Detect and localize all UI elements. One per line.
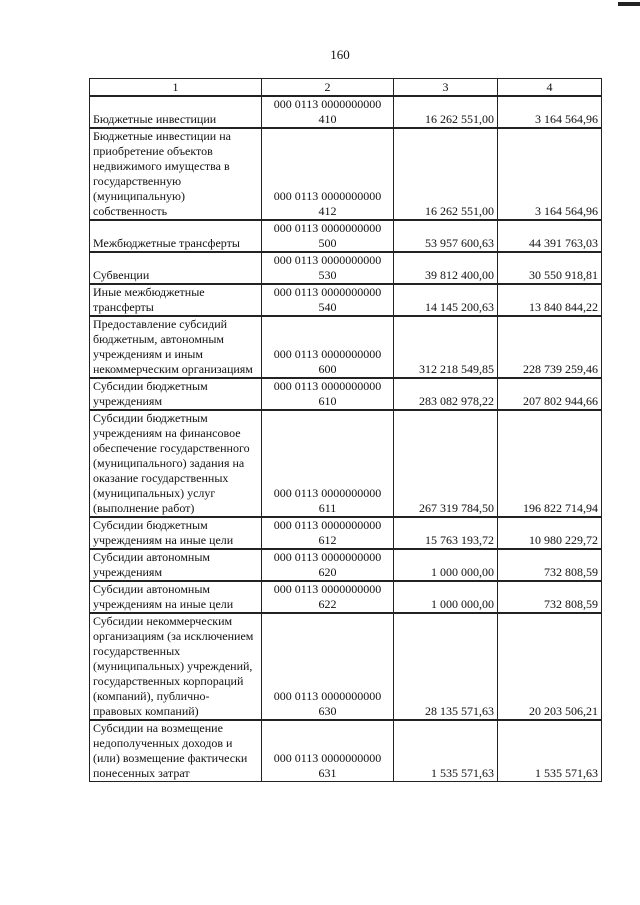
row-col4: 3 164 564,96 <box>498 96 602 128</box>
row-col4: 1 535 571,63 <box>498 720 602 782</box>
column-header-3: 3 <box>394 79 498 97</box>
column-header-2: 2 <box>262 79 394 97</box>
header-row <box>90 79 602 97</box>
row-col4: 732 808,59 <box>498 549 602 581</box>
row-col3: 1 000 000,00 <box>394 581 498 613</box>
row-code: 000 0113 0000000000 600 <box>262 316 394 378</box>
table-row <box>90 284 602 316</box>
table-row <box>90 96 602 128</box>
budget-table <box>89 78 602 782</box>
row-col3: 15 763 193,72 <box>394 517 498 549</box>
row-col3: 28 135 571,63 <box>394 613 498 720</box>
row-name: Субсидии некоммерческим организациям (за исключением государственных (муниципальных) учреждений, государственных корпораций (компаний), публично-правовых компаний) <box>90 613 262 720</box>
page-number: 160 <box>330 47 350 62</box>
row-code: 000 0113 0000000000 611 <box>262 410 394 517</box>
row-col4: 207 802 944,66 <box>498 378 602 410</box>
row-col3: 53 957 600,63 <box>394 220 498 252</box>
column-header-4: 4 <box>498 79 602 97</box>
row-code: 000 0113 0000000000 631 <box>262 720 394 782</box>
row-col4: 732 808,59 <box>498 581 602 613</box>
row-code: 000 0113 0000000000 622 <box>262 581 394 613</box>
row-col4: 13 840 844,22 <box>498 284 602 316</box>
table-row <box>90 378 602 410</box>
row-code: 000 0113 0000000000 500 <box>262 220 394 252</box>
row-col3: 267 319 784,50 <box>394 410 498 517</box>
row-col3: 1 000 000,00 <box>394 549 498 581</box>
row-code: 000 0113 0000000000 610 <box>262 378 394 410</box>
table-row <box>90 316 602 378</box>
row-col4: 196 822 714,94 <box>498 410 602 517</box>
row-col3: 1 535 571,63 <box>394 720 498 782</box>
row-col4: 228 739 259,46 <box>498 316 602 378</box>
column-header-1: 1 <box>90 79 262 97</box>
row-code: 000 0113 0000000000 630 <box>262 613 394 720</box>
row-name: Субсидии автономным учреждениям на иные цели <box>90 581 262 613</box>
row-name: Бюджетные инвестиции <box>90 96 262 128</box>
table-row <box>90 220 602 252</box>
row-code: 000 0113 0000000000 540 <box>262 284 394 316</box>
row-code: 000 0113 0000000000 530 <box>262 252 394 284</box>
table-row <box>90 252 602 284</box>
row-name: Субсидии бюджетным учреждениям <box>90 378 262 410</box>
row-code: 000 0113 0000000000 620 <box>262 549 394 581</box>
row-col4: 44 391 763,03 <box>498 220 602 252</box>
row-name: Субсидии бюджетным учреждениям на финансовое обеспечение государственного (муниципального) задания на оказание государственных (муниципальных) услуг (выполнение работ) <box>90 410 262 517</box>
table-row <box>90 549 602 581</box>
row-name: Иные межбюджетные трансферты <box>90 284 262 316</box>
row-col3: 16 262 551,00 <box>394 128 498 220</box>
row-col3: 14 145 200,63 <box>394 284 498 316</box>
row-name: Субвенции <box>90 252 262 284</box>
row-col3: 283 082 978,22 <box>394 378 498 410</box>
row-name: Субсидии автономным учреждениям <box>90 549 262 581</box>
row-col4: 30 550 918,81 <box>498 252 602 284</box>
row-code: 000 0113 0000000000 412 <box>262 128 394 220</box>
row-name: Субсидии на возмещение недополученных доходов и (или) возмещение фактически понесенных затрат <box>90 720 262 782</box>
row-name: Субсидии бюджетным учреждениям на иные цели <box>90 517 262 549</box>
row-col4: 20 203 506,21 <box>498 613 602 720</box>
table-row <box>90 581 602 613</box>
row-col3: 39 812 400,00 <box>394 252 498 284</box>
row-name: Предоставление субсидий бюджетным, автономным учреждениям и иным некоммерческим организациям <box>90 316 262 378</box>
corner-mark <box>618 2 640 6</box>
table-row <box>90 720 602 782</box>
table-row <box>90 410 602 517</box>
row-code: 000 0113 0000000000 612 <box>262 517 394 549</box>
row-col3: 16 262 551,00 <box>394 96 498 128</box>
row-col3: 312 218 549,85 <box>394 316 498 378</box>
row-col4: 3 164 564,96 <box>498 128 602 220</box>
table-row <box>90 517 602 549</box>
row-code: 000 0113 0000000000 410 <box>262 96 394 128</box>
row-name: Бюджетные инвестиции на приобретение объектов недвижимого имущества в государственную (муниципальную) собственность <box>90 128 262 220</box>
table-row <box>90 128 602 220</box>
row-col4: 10 980 229,72 <box>498 517 602 549</box>
row-name: Межбюджетные трансферты <box>90 220 262 252</box>
table-row <box>90 613 602 720</box>
